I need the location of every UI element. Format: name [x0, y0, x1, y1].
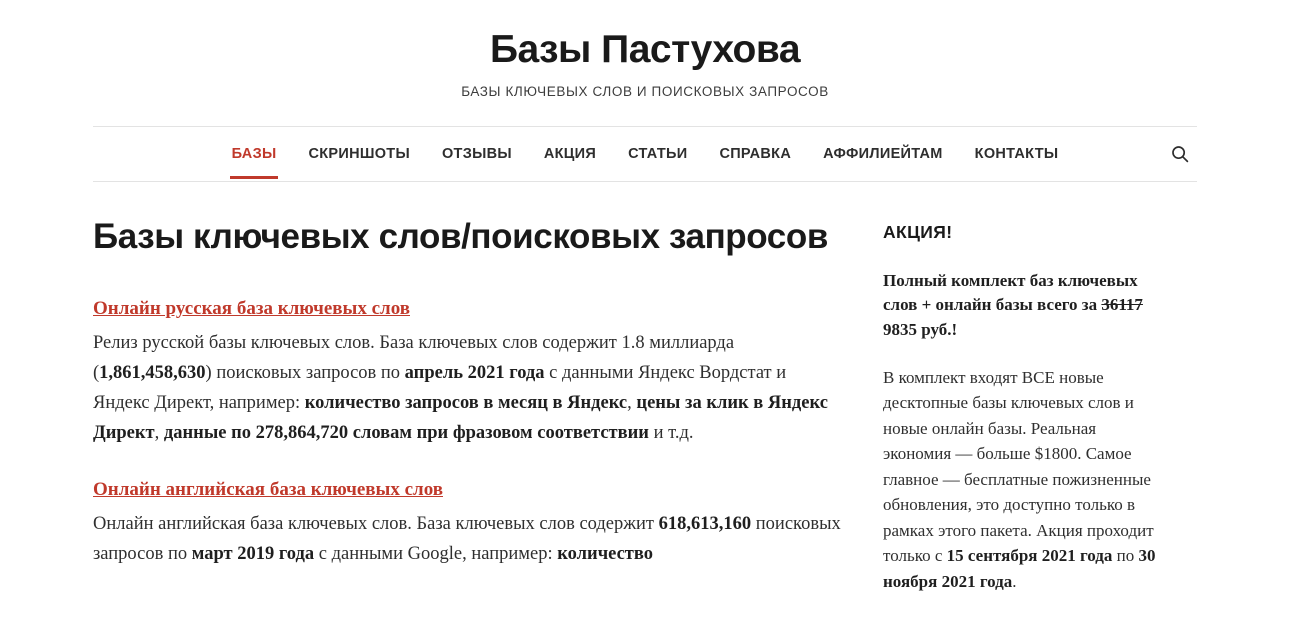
- sidebar-date-start: 15 сентября 2021 года: [946, 546, 1113, 566]
- entry-text-1-2: поисковых запросов по: [93, 513, 841, 564]
- main-navigation: [93, 126, 1197, 182]
- sidebar-promo-lead: [883, 269, 1157, 343]
- entry-text-0-2: ) поисковых запросов по: [205, 362, 405, 383]
- sidebar-text-2: по: [1112, 546, 1139, 566]
- entry-bold-1-1: 618,613,160: [658, 513, 752, 534]
- entry-text-1-3: с данными Google, например:: [314, 543, 558, 564]
- nav-item-bazy[interactable]: БАЗЫ: [216, 129, 293, 178]
- entry-russian-base: [93, 298, 843, 449]
- nav-item-stati[interactable]: СТАТЬИ: [628, 146, 688, 163]
- entry-text-0-4: ,: [627, 392, 637, 413]
- sidebar-promo-text: [883, 365, 1157, 595]
- site-header: [0, 0, 1290, 99]
- site-tagline: БАЗЫ КЛЮЧЕВЫХ СЛОВ И ПОИСКОВЫХ ЗАПРОСОВ: [461, 83, 829, 99]
- entry-title-link[interactable]: Онлайн русская база ключевых слов: [93, 297, 410, 319]
- entry-text-1-1: Онлайн английская база ключевых слов. База ключевых слов содержит: [93, 513, 659, 534]
- entry-body: [93, 510, 843, 570]
- entry-bold-0-2: апрель 2021 года: [404, 362, 545, 383]
- sidebar-text-1: В комплект входят ВСЕ новые десктопные базы ключевых слов и новые онлайн базы. Реальная экономия — больше $1800. Самое главное — бесплатные пожизненные обновления, это доступно только в рамках этого пакета. Акция проходит только с: [883, 367, 1154, 566]
- nav-item-spravka[interactable]: СПРАВКА: [719, 146, 792, 163]
- entry-bold-1-2: март 2019 года: [191, 543, 315, 564]
- entry-bold-0-1: 1,861,458,630: [99, 362, 206, 383]
- entry-english-base: [93, 479, 843, 570]
- entry-body: [93, 329, 843, 449]
- page-title: Базы ключевых слов/поисковых запросов: [93, 216, 828, 256]
- entry-text-0-5: ,: [154, 422, 164, 443]
- content-area: [93, 182, 1197, 600]
- sidebar-lead-text-1: Полный комплект баз ключевых слов + онлайн базы всего за: [883, 270, 1138, 315]
- main-column: [93, 216, 883, 600]
- entry-bold-0-5: данные по 278,864,720 словам при фразовом соответствии: [163, 422, 649, 443]
- nav-item-kontakty[interactable]: КОНТАКТЫ: [974, 146, 1059, 163]
- entry-text-0-6: и т.д.: [648, 422, 694, 443]
- sidebar-old-price: 36117: [1101, 295, 1143, 315]
- search-icon[interactable]: [1167, 141, 1193, 167]
- entry-text-0-3: с данными Яндекс Вордстат и Яндекс Директ, например:: [93, 362, 787, 413]
- sidebar-date-end: 30 ноября 2021 года: [883, 546, 1156, 591]
- nav-item-skrinshoty[interactable]: СКРИНШОТЫ: [308, 146, 410, 163]
- nav-item-otzyvy[interactable]: ОТЗЫВЫ: [441, 146, 512, 163]
- sidebar-title: АКЦИЯ!: [883, 221, 953, 242]
- sidebar-lead-text-2: 9835 руб.!: [883, 320, 958, 340]
- sidebar: [883, 216, 1157, 600]
- site-title: Базы Пастухова: [489, 28, 801, 71]
- entry-bold-1-3: количество: [557, 543, 653, 564]
- nav-item-akciya[interactable]: АКЦИЯ: [543, 146, 597, 163]
- nav-item-affiliate[interactable]: АФФИЛИЕЙТАМ: [823, 146, 943, 163]
- entry-title-link[interactable]: Онлайн английская база ключевых слов: [93, 478, 443, 500]
- entry-bold-0-4: цены за клик в Яндекс Директ: [93, 392, 828, 443]
- entry-bold-0-3: количество запросов в месяц в Яндекс: [304, 392, 628, 413]
- sidebar-text-3: .: [1012, 571, 1017, 591]
- entry-text-0-1: Релиз русской базы ключевых слов. База ключевых слов содержит 1.8 миллиарда (: [93, 332, 735, 383]
